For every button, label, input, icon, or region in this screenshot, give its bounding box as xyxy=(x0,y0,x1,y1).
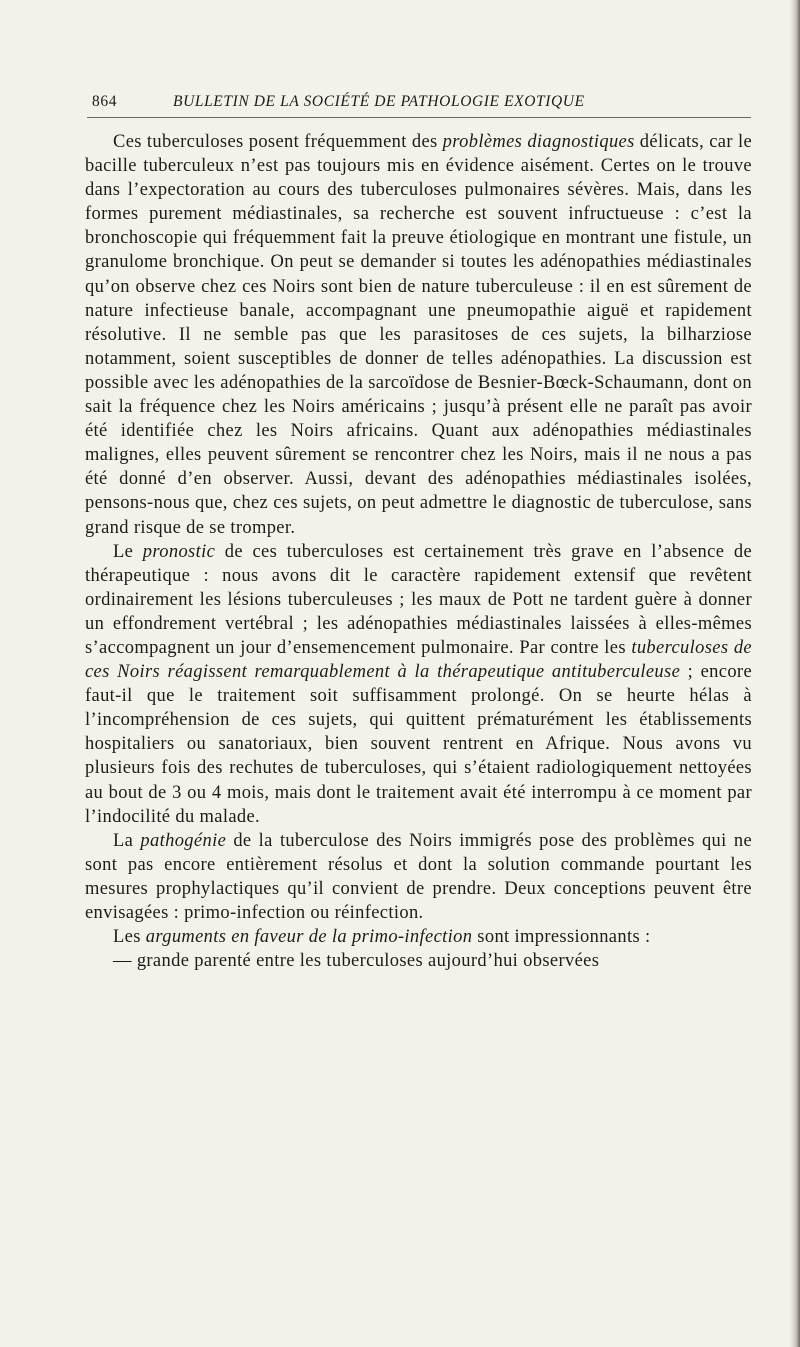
page-edge-shadow xyxy=(790,0,800,1347)
paragraph-pronostic: Le pronostic de ces tuberculoses est certainement très grave en l’absence de thérapeutique : nous avons dit le caractère rapidement extensif que revêtent ordinairement les lésions tuberculeuses ; les maux de Pott ne tardent guère à donner un effondrement vertébral ; les adénopathies médiastinales laissées à elles-mêmes s’accompagnent un jour d’ensemencement pulmonaire. Par contre les tuberculoses de ces Noirs réagissent remarquablement à la thérapeutique antituberculeuse ; encore faut-il que le traitement soit suffisamment prolongé. On se heurte hélas à l’incompréhension de ces sujets, qui quittent prématurément les établissements hospitaliers ou sanatoriaux, bien souvent rentrent en Afrique. Nous avons vu plusieurs fois des rechutes de tuberculoses, qui s’étaient radiologiquement nettoyées au bout de 3 ou 4 mois, mais dont le traitement avait été interrompu à ce moment par l’indocilité du malade. xyxy=(85,541,753,827)
running-header xyxy=(87,93,749,117)
journal-title: BULLETIN DE LA SOCIÉTÉ DE PATHOLOGIE EXOTIQUE xyxy=(173,93,585,110)
emphasis-diagnostic: problèmes diagnostiques xyxy=(442,132,635,152)
page-number: 864 xyxy=(92,93,118,110)
paragraph-pathogenie: La pathogénie de la tuberculose des Noirs immigrés pose des problèmes qui ne sont pas encore entièrement résolus et dont la solution commande pourtant les mesures prophylactiques qu’il convient de prendre. Deux conceptions peuvent être envisagées : primo-infection ou réinfection. xyxy=(85,830,752,923)
header-rule xyxy=(87,117,751,118)
emphasis-pathogenie: pathogénie xyxy=(140,830,227,851)
paragraph-diagnostic: Ces tuberculoses posent fréquemment des problèmes diagnostiques délicats, car le bacille tuberculeux n’est pas toujours mis en évidence aisément. Certes on le trouve dans l’expectoration au cours des tuberculoses pulmonaires sévères. Mais, dans les formes purement médiastinales, sa recherche est souvent infructueuse : c’est la bronchoscopie qui fréquemment fait la preuve étiologique en montrant une fistule, un granulome bronchique. On peut se demander si toutes les adénopathies médiastinales qu’on observe chez ces Noirs sont bien de nature tuberculeuse : il en est sûrement de nature infectieuse banale, accompagnant une pneumopathie aiguë et rapidement résolutive. Il ne semble pas que les parasitoses de ces sujets, la bilharziose notamment, soient susceptibles de donner de telles adénopathies. La discussion est possible avec les adénopathies de la sarcoïdose de Besnier-Bœck-Schaumann, dont on sait la fréquence chez les Noirs américains ; jusqu’à présent elle ne paraît pas avoir été identifiée chez les Noirs africains. Quant aux adénopathies médiastinales malignes, elles peuvent sûrement se rencontrer chez les Noirs, mais il ne nous a pas été donné d’en observer. Aussi, devant des adénopathies médiastinales isolées, pensons-nous que, chez ces sujets, on peut admettre le diagnostic de tuberculose, sans grand risque de se tromper. xyxy=(85,132,753,538)
paragraph-arguments: Les arguments en faveur de la primo-infection sont impressionnants : xyxy=(113,927,651,948)
emphasis-pronostic: pronostic xyxy=(142,541,216,562)
emphasis-therapeutique: tuberculoses de ces Noirs réagissent remarquablement à la thérapeutique antituberculeuse xyxy=(85,637,752,683)
article-body xyxy=(85,130,752,973)
emphasis-arguments: arguments en faveur de la primo-infection xyxy=(145,927,473,948)
paragraph-list-item: — grande parenté entre les tuberculoses aujourd’hui observées xyxy=(113,951,600,972)
